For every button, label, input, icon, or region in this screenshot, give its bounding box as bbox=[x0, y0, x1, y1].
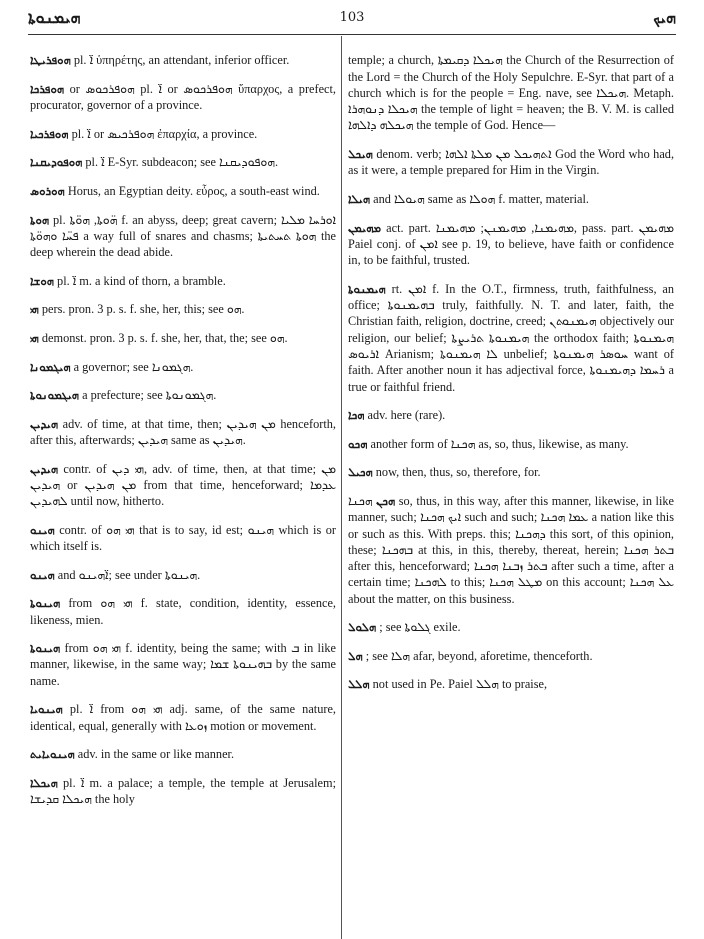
entry-definition: a prefecture; see ܗܓܡܘܢܘܬܐ. bbox=[82, 388, 217, 403]
entry-headword: ܗܝܡܢܘܬܐ bbox=[348, 281, 386, 296]
running-head-right: ܗܝܟ bbox=[653, 8, 676, 27]
entry-headword: ܗܝ bbox=[30, 330, 39, 345]
entry-headword: ܗܘܬܐ bbox=[30, 212, 50, 227]
dictionary-entry bbox=[30, 567, 336, 583]
dictionary-entry bbox=[30, 746, 336, 762]
dictionary-entry bbox=[30, 154, 336, 170]
dictionary-entry bbox=[30, 595, 336, 628]
dictionary-entry bbox=[30, 301, 336, 317]
dictionary-entry bbox=[30, 212, 336, 261]
column-divider bbox=[341, 36, 342, 939]
entry-headword: ܗܟܘ bbox=[348, 436, 368, 451]
left-column bbox=[30, 40, 336, 935]
entry-headword: ܗܝܠܐ bbox=[348, 191, 371, 206]
dictionary-entry bbox=[30, 701, 336, 734]
dictionary-entry bbox=[30, 330, 336, 346]
dictionary-entry bbox=[348, 436, 674, 452]
page-number: 103 bbox=[339, 10, 365, 25]
entry-headword: ܗܝܕܝܢ bbox=[30, 416, 59, 431]
entry-definition: pl. ܐ̈ or ܗܘܦܪܟܝܣ ἐπαρχία, a province. bbox=[71, 126, 258, 141]
entry-headword: ܗܟܐ bbox=[348, 408, 365, 423]
entry-headword: ܗܘܫܐ bbox=[30, 273, 54, 288]
entry-headword: ܗܝܟܠ bbox=[348, 147, 373, 162]
dictionary-entry bbox=[348, 220, 674, 269]
entry-headword: ܗܘܪܘܣ bbox=[30, 183, 65, 198]
entry-headword: ܗܝܓܡܘܢܐ bbox=[30, 359, 71, 374]
entry-headword: ܗܝܢܘܝܐ bbox=[30, 702, 63, 717]
dictionary-entry bbox=[30, 522, 336, 555]
entry-definition: from ܗܝ ܗܘ f. identity, being the same; with ܒ in like manner, likewise, in the same way; ܒܗܝܢܘܬܐ ܫܡܐ by the same name. bbox=[30, 641, 336, 688]
dictionary-entry bbox=[30, 461, 336, 510]
dictionary-entry bbox=[30, 126, 336, 142]
entry-definition: not used in Pe. Paiel ܗܠܠ to praise, bbox=[372, 677, 548, 692]
entry-headword: ܗܝܓܡܘܢܘܬܐ bbox=[30, 388, 80, 403]
entry-definition: rt. ܐܡܢ f. In the O.T., firmness, truth, faithfulness, an office; ܒܗܝܡܢܘܬܐ truly, faithfully. N. T. and later, faith, the Christian faith, religion, doctrine, creed; ܗܝܡܢܘܬܢ objectively our religion, our belief; ܗܝܡܢܘܬܐ ܬܪܝܨܬܐ the orthodox faith; ܗܝܡܢܘܬܐ ܐܪܝܘܣ Arianism; ܠܐ ܗܝܡܢܘܬܐ unbelief; ܚܘܣܪ ܗܝܡܢܘܬܐ want of faith. After another noun it has adjectival force, ܪܚܡܐ ܕܗܝܡܢܘܬܐ a true or faithful friend. bbox=[348, 281, 674, 394]
entry-headword: ܗܘܦܪܟܝܐ bbox=[30, 126, 69, 141]
header-rule bbox=[28, 34, 676, 35]
dictionary-entry bbox=[348, 493, 674, 607]
entry-definition: now, then, thus, so, therefore, for. bbox=[375, 465, 541, 480]
dictionary-entry bbox=[30, 775, 336, 808]
entry-definition: pl. ܐ̈ m. a kind of thorn, a bramble. bbox=[57, 273, 226, 288]
running-head-left: ܗܝܡܢܘܬܐ bbox=[28, 8, 81, 27]
entry-definition: act. part. ܡܗܝܡܢܐ, ܡܗܝܡܢܢ; ܡܗܝܡܢܐ, pass. part. ܡܗܝܡܢ Paiel conj. of ܐܡܢ see p. 19, to believe, have faith or confidence in, to be faithful, trusted. bbox=[348, 220, 674, 268]
dictionary-entry bbox=[348, 407, 674, 423]
entry-definition: pers. pron. 3 p. s. f. she, her, this; see ܗܘ. bbox=[41, 302, 245, 317]
entry-definition: pl. ܐ̈ E-Syr. subdeacon; see ܗܘܦܘܕܝܩܢܐ. bbox=[85, 155, 279, 170]
entry-headword: ܗܝ bbox=[30, 302, 39, 317]
dictionary-entry bbox=[30, 359, 336, 375]
entry-definition: ; see ܗܠܐ afar, beyond, aforetime, thenceforth. bbox=[365, 648, 593, 663]
entry-definition: pl. ܗ̈ܘܬܐ, ܗܘ̈ܬܐ f. an abyss, deep; great cavern; ܐܘܪܚܐ ܡܠܝܐ ܦܚ̈ܐ ܘܗܘ̈ܬܐ a way full of snares and chasms; ܗܘܬܐ ܬܚܬܝܬܐ the deep wherein the dead abide. bbox=[30, 212, 336, 260]
entry-definition: adv. in the same or like manner. bbox=[77, 747, 235, 762]
dictionary-entry bbox=[348, 464, 674, 480]
entry-headword: ܗܠܠ bbox=[348, 677, 370, 692]
entry-definition: demonst. pron. 3 p. s. f. she, her, that, the; see ܗܘ. bbox=[41, 330, 288, 345]
entry-headword: ܗܝܢܘܬܐ bbox=[30, 596, 61, 611]
entry-definition: a governor; see ܗܓܡܘܢܐ. bbox=[73, 359, 194, 374]
dictionary-entry bbox=[348, 619, 674, 635]
dictionary-entry bbox=[30, 183, 336, 199]
dictionary-entry bbox=[30, 640, 336, 689]
entry-definition: from ܗܝ ܗܘ f. state, condition, identity, essence, likeness, mien. bbox=[30, 596, 336, 627]
entry-definition: adv. of time, at that time, then; ܡܢ ܗܝܕܝܢ henceforth, after this, afterwards; ܗܝܕܝܢ same as ܗܝܕܝܢ. bbox=[30, 416, 336, 448]
entry-definition: pl. ܐ̈ from ܗܝ ܗܘ adj. same, of the same nature, identical, equal, generally with ܙܘܥܐ motion or movement. bbox=[30, 702, 336, 733]
entry-definition: and ܗܝܘܠܐ same as ܗܘܠܐ f. matter, material. bbox=[373, 191, 589, 206]
entry-definition: pl. ܐ̈ m. a palace; a temple, the temple at Jerusalem; ܗܝܟܠܐ ܩܕܝܫܐ the holy bbox=[30, 775, 336, 807]
dictionary-entry bbox=[30, 52, 336, 68]
dictionary-entry bbox=[348, 676, 674, 692]
entry-headword: ܗܠ bbox=[348, 648, 363, 663]
dictionary-entry bbox=[348, 648, 674, 664]
entry-headword: ܗܘܦܪܝܛܐ bbox=[30, 53, 71, 68]
dictionary-entry bbox=[30, 273, 336, 289]
entry-definition: temple; a church, ܗܝܟܠܐ ܕܩܝܡܬܐ the Church of the Resurrection of the Lord = the Church of the Holy Sepulchre. E-Syr. that part of a church which is for the people = Eng. nave, see ܗܝܟܠܐ. Metaph. ܗܝܟܠܐ ܕܢܘܗܪܐ the temple of light = heaven; the B. V. M. is called ܗܝܟܠܗ ܕܐܠܗܐ the temple of God. Hence— bbox=[348, 53, 674, 133]
entry-definition: Horus, an Egyptian deity. εὖρος, a south-east wind. bbox=[67, 183, 320, 198]
entry-headword: ܗܝܢܘ bbox=[30, 522, 55, 537]
entry-definition: another form of ܗܟܢܐ as, so, thus, likewise, as many. bbox=[370, 436, 629, 451]
entry-definition: denom. verb; ܐܬܗܝܟܠ ܡܢ ܡܠܬܐ ܐܠܗܐ God the Word who had, as it were, a temple prepared for Him in the Virgin. bbox=[348, 147, 674, 178]
dictionary-entry bbox=[348, 146, 674, 179]
entry-definition: ܗܟܢܐ so, thus, in this way, after this manner, likewise, in like manner, such; ܐܝܟ ܗܟܢܐ such and such; ܥܡܐ ܗܟܢܐ a nation like this or such as this. With preps. this; ܕܗܟܢܐ this sort, of this opinion, these; ܒܗܟܢܐ at this, in this, thereby, thereat, herein; ܒܬܪ ܗܟܢܐ after this, henceforward; ܒܬܪ ܙܒܢܐ ܗܟܢܐ after such a time, after a certain time; ܠܗܟܢܐ to this; ܡܛܠ ܗܟܢܐ on this account; ܥܠ ܗܟܢܐ about the matter, on this business. bbox=[348, 493, 674, 606]
entry-definition: pl. ܐ̈ ὑπηρέτης, an attendant, inferior officer. bbox=[73, 53, 290, 68]
entry-definition: adv. here (rare). bbox=[367, 408, 446, 423]
page-header bbox=[28, 6, 676, 32]
entry-definition: ; see ܓܠܘܬܐ exile. bbox=[379, 620, 461, 635]
entry-headword: ܗܟܢ bbox=[376, 493, 396, 508]
entry-definition: contr. of ܗܝ ܕܝܢ, adv. of time, then, at that time; ܡܢ ܗܝܕܝܢ or ܡܢ ܗܝܕܝܢ from that time, henceforward; ܥܕܡܐ ܠܗܝܕܝܢ until now, hitherto. bbox=[30, 461, 336, 509]
entry-definition: contr. of ܗܝ ܗܘ that is to say, id est; ܗܝܢܘ which is or which itself is. bbox=[30, 522, 336, 554]
entry-headword: ܗܝܟܠܐ bbox=[30, 775, 58, 790]
dictionary-entry bbox=[30, 387, 336, 403]
entry-headword: ܗܟܝܠ bbox=[348, 465, 373, 480]
entry-headword: ܗܠܘܠ bbox=[348, 620, 377, 635]
entry-definition: and ܐ̈ܗܝܢܘ; see under ܗܝܢܘܬܐ. bbox=[57, 567, 201, 582]
dictionary-entry bbox=[30, 416, 336, 449]
dictionary-entry bbox=[30, 81, 336, 114]
entry-headword: ܗܘܦܪܟܐ bbox=[30, 81, 65, 96]
right-column bbox=[348, 40, 674, 935]
entry-headword: ܗܘܦܘܕܝܩܢܐ bbox=[30, 155, 83, 170]
dictionary-entry bbox=[348, 191, 674, 207]
entry-definition: or ܗܘܦܪܟܘܣ pl. ܐ̈ or ܗܘܦܪܟܘܣ ὕπαρχος, a prefect, procurator, governor of a province. bbox=[30, 81, 336, 113]
entry-headword: ܗܝܢܘ bbox=[30, 567, 55, 582]
dictionary-entry bbox=[348, 281, 674, 395]
entry-headword: ܗܝܕܝܢ bbox=[30, 461, 59, 476]
entry-headword: ܗܝܢܘܝܐܝܬ bbox=[30, 747, 75, 762]
entry-headword: ܡܗܝܡܢ bbox=[348, 220, 382, 235]
entry-headword: ܗܝܢܘܬܐ bbox=[30, 641, 61, 656]
dictionary-entry bbox=[348, 52, 674, 133]
